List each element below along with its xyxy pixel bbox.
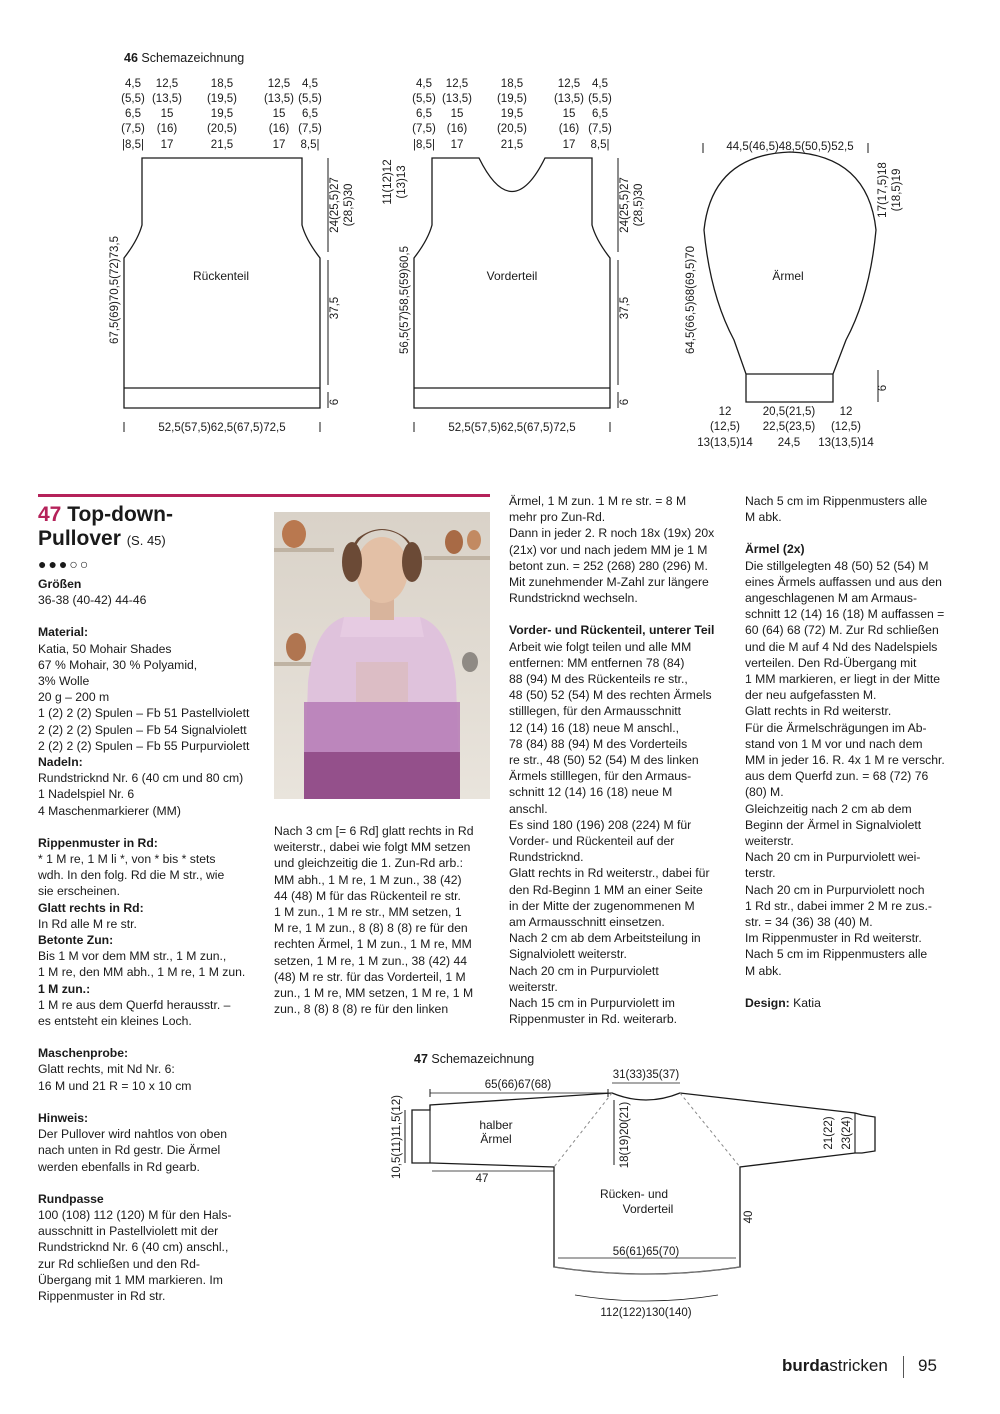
svg-text:19,5: 19,5 xyxy=(210,108,234,120)
svg-text:(13,5): (13,5) xyxy=(263,93,295,105)
stockinette-heading: Glatt rechts in Rd: xyxy=(38,900,144,915)
sleeve-heading: Ärmel (2x) xyxy=(745,542,805,557)
svg-text:17: 17 xyxy=(160,139,174,151)
svg-text:6,5: 6,5 xyxy=(302,108,318,120)
back-name: Rückenteil xyxy=(192,269,250,283)
svg-text:18,5: 18,5 xyxy=(500,78,524,90)
note-heading: Hinweis: xyxy=(38,1110,89,1125)
svg-text:4,5: 4,5 xyxy=(302,78,318,90)
svg-text:(13,5): (13,5) xyxy=(553,93,585,105)
svg-text:halber: halber xyxy=(479,1118,513,1132)
back-diagram xyxy=(109,78,355,434)
back-top-measures xyxy=(121,78,322,151)
gauge-heading: Maschenprobe: xyxy=(38,1046,129,1061)
svg-text:(18,5)19: (18,5)19 xyxy=(891,168,903,212)
svg-text:44,5(46,5)48,5(50,5)52,5: 44,5(46,5)48,5(50,5)52,5 xyxy=(726,141,854,153)
svg-text:40: 40 xyxy=(743,1210,755,1224)
svg-text:24(25,5)27: 24(25,5)27 xyxy=(619,177,631,233)
rib-text: * 1 M re, 1 M li *, von * bis * stets wdh. In den folg. Rd die M str., wie sie erscheinen. xyxy=(38,852,225,899)
material-text: Katia, 50 Mohair Shades 67 % Mohair, 30 % Polyamid, 3% Wolle 20 g – 200 m 1 (2) 2 (2) Spulen – Fb 51 Pastellviolett 2 (2) 2 (2) Spulen – Fb 54 Signalviolett 2 (2) 2 (2) Spulen – Fb 55 Purpurviolett xyxy=(38,641,250,753)
back-outline xyxy=(124,158,320,408)
sizes-text: 36-38 (40-42) 44-46 xyxy=(38,593,147,608)
svg-text:15: 15 xyxy=(562,108,576,120)
needles-text: Rundstricknd Nr. 6 (40 cm und 80 cm) 1 Nadelspiel Nr. 6 4 Maschenmarkierer (MM) xyxy=(38,771,244,818)
rib-heading: Rippenmuster in Rd: xyxy=(38,835,158,850)
svg-text:(7,5): (7,5) xyxy=(121,123,145,135)
svg-text:12,5: 12,5 xyxy=(267,78,291,90)
schema-47 xyxy=(360,1045,920,1330)
design-credit: Design: Katia xyxy=(745,995,821,1010)
svg-text:(7,5): (7,5) xyxy=(412,123,436,135)
svg-text:(7,5): (7,5) xyxy=(588,123,612,135)
increase-text: Bis 1 M vor dem MM str., 1 M zun., 1 M re, den MM abh., 1 M re, 1 M zun. xyxy=(38,949,246,980)
svg-text:(13,5): (13,5) xyxy=(151,93,183,105)
article-title xyxy=(38,503,173,553)
svg-text:65(66)67(68): 65(66)67(68) xyxy=(484,1079,552,1091)
svg-text:17(17,5)18: 17(17,5)18 xyxy=(877,162,889,218)
body-heading: Vorder- und Rückenteil, unterer Teil xyxy=(509,623,715,638)
svg-text:21,5: 21,5 xyxy=(210,139,234,151)
sleeve-name: Ärmel xyxy=(772,269,804,283)
front-outline xyxy=(414,158,610,408)
svg-text:(5,5): (5,5) xyxy=(412,93,436,105)
svg-text:4,5: 4,5 xyxy=(416,78,432,90)
difficulty-rating: ●●●○○ xyxy=(38,556,91,572)
svg-text:12: 12 xyxy=(839,406,853,418)
svg-text:56(61)65(70): 56(61)65(70) xyxy=(612,1246,680,1258)
sleeve-diagram xyxy=(685,141,903,449)
column-3 xyxy=(509,493,739,1028)
svg-text:31(33)35(37): 31(33)35(37) xyxy=(612,1069,680,1081)
svg-text:(12,5): (12,5) xyxy=(709,421,741,433)
svg-text:(28,5)30: (28,5)30 xyxy=(633,183,645,227)
svg-text:(28,5)30: (28,5)30 xyxy=(343,183,355,227)
schema-46-label: 46 Schemazeichnung xyxy=(124,51,245,65)
sizes-heading: Größen xyxy=(38,577,82,591)
svg-text:24(25,5)27: 24(25,5)27 xyxy=(329,177,341,233)
column-4 xyxy=(745,493,975,1011)
svg-text:(12,5): (12,5) xyxy=(830,421,862,433)
stockinette-text: In Rd alle M re str. xyxy=(38,916,137,931)
schema-47-label: 47 Schemazeichnung xyxy=(414,1052,535,1066)
svg-text:15: 15 xyxy=(272,108,286,120)
gauge-text: Glatt rechts, mit Nd Nr. 6: 16 M und 21 R = 10 x 10 cm xyxy=(38,1062,192,1093)
svg-text:22,5(23,5): 22,5(23,5) xyxy=(762,421,816,433)
svg-text:(5,5): (5,5) xyxy=(298,93,322,105)
svg-text:(13,5): (13,5) xyxy=(441,93,473,105)
svg-text:13(13,5)14: 13(13,5)14 xyxy=(697,437,753,449)
svg-text:17: 17 xyxy=(272,139,286,151)
svg-text:15: 15 xyxy=(160,108,174,120)
front-diagram xyxy=(382,78,645,434)
footer-divider xyxy=(903,1356,904,1378)
svg-text:4,5: 4,5 xyxy=(592,78,608,90)
svg-text:11(12)12: 11(12)12 xyxy=(382,159,394,205)
title-rule xyxy=(38,494,490,497)
svg-text:18(19)20(21): 18(19)20(21) xyxy=(619,1101,631,1169)
svg-text:12: 12 xyxy=(718,406,732,418)
svg-text:21(22): 21(22) xyxy=(823,1116,835,1150)
svg-text:6,5: 6,5 xyxy=(592,108,608,120)
yoke-text: 100 (108) 112 (120) M für den Hals- ausschnitt in Pastellviolett mit der Rundstricknd Nr. 6 (40 cm) anschl., zur Rd schließen und den Rd- Übergang mit 1 MM markieren. Im Rippenmuster in Rd str. xyxy=(38,1207,232,1303)
yoke-heading: Rundpasse xyxy=(38,1191,104,1206)
material-heading: Material: xyxy=(38,625,89,640)
svg-text:Rücken- und: Rücken- und xyxy=(599,1187,669,1201)
back-width: 52,5(57,5)62,5(67,5)72,5 xyxy=(158,422,286,434)
col3-intro-text: Ärmel, 1 M zun. 1 M re str. = 8 M mehr pro Zun-Rd. Dann in jeder 2. R noch 18x (19x) 20x (21x) vor und nach jedem MM je 1 M betont zun. = 252 (268) 280 (296) M. Mit zunehmender M-Zahl zur längere Rundstricknd wechseln. xyxy=(509,494,715,606)
svg-text:24,5: 24,5 xyxy=(777,437,801,449)
svg-text:Ärmel: Ärmel xyxy=(480,1132,512,1146)
svg-text:(16): (16) xyxy=(156,123,178,135)
svg-text:13(13,5)14: 13(13,5)14 xyxy=(818,437,874,449)
m1-text: 1 M re aus dem Querfd herausstr. – es entsteht ein kleines Loch. xyxy=(38,997,231,1029)
title-line-2: Pullover xyxy=(38,527,121,550)
svg-text:56,5(57)58,5(59)60,5: 56,5(57)58,5(59)60,5 xyxy=(399,245,411,355)
page-number: 95 xyxy=(918,1356,937,1375)
m1-heading: 1 M zun.: xyxy=(38,981,91,996)
column-2 xyxy=(274,823,492,1017)
svg-text:37,5: 37,5 xyxy=(619,296,631,320)
model-photo xyxy=(274,512,490,799)
title-line-1: Top-down- xyxy=(67,503,173,526)
col4-intro-text: Nach 5 cm im Rippenmusters alle M abk. xyxy=(745,494,928,525)
svg-text:(16): (16) xyxy=(268,123,290,135)
svg-text:6: 6 xyxy=(877,384,889,392)
svg-text:6,5: 6,5 xyxy=(125,108,141,120)
svg-text:6,5: 6,5 xyxy=(416,108,432,120)
svg-text:(5,5): (5,5) xyxy=(121,93,145,105)
increase-heading: Betonte Zun: xyxy=(38,933,114,948)
needles-heading: Nadeln: xyxy=(38,755,83,770)
svg-text:(7,5): (7,5) xyxy=(298,123,322,135)
note-text: Der Pullover wird nahtlos von oben nach unten in Rd gestr. Die Ärmel werden ebenfalls in Rd gearb. xyxy=(38,1127,228,1174)
svg-text:6: 6 xyxy=(619,398,631,406)
page-ref: (S. 45) xyxy=(126,533,166,548)
svg-text:52,5(57,5)62,5(67,5)72,5: 52,5(57,5)62,5(67,5)72,5 xyxy=(448,422,576,434)
svg-text:8,5|: 8,5| xyxy=(300,139,320,151)
body-text: Arbeit wie folgt teilen und alle MM entfernen: MM entfernen 78 (84) 88 (94) M des Rückenteils re str., 48 (50) 52 (54) M des rechten Ärmels stilllegen, für den Armausschnitt 12 (14) 16 (18) neue M anschl., 78 (84) 88 (94) M des Vorderteils re str., 48 (50) 52 (54) M des linken Ärmels stilllegen, für den Armaus- schnitt 12 (14) 16 (18) neue M anschl. Es sind 180 (196) 208 (224) M für Vorder- und Rückenteil auf der Rundstricknd. Glatt rechts in Rd weiterstr., dabei für den Rd-Beginn 1 MM an einer Seite in der Mitte der zugenommenen M am Armausschnitt einsetzen. Nach 2 cm ab dem Arbeitsteilung in Signalviolett weiterstr. Nach 20 cm in Purpurviolett weiterstr. Nach 15 cm in Purpurviolett im Rippenmuster in Rd. weiterarb. xyxy=(509,639,712,1027)
schema-46 xyxy=(0,40,1000,460)
svg-text:18,5: 18,5 xyxy=(210,78,234,90)
svg-text:17: 17 xyxy=(562,139,576,151)
svg-text:6: 6 xyxy=(329,398,341,406)
svg-text:(20,5): (20,5) xyxy=(206,123,238,135)
svg-text:10,5(11)11,5(12): 10,5(11)11,5(12) xyxy=(391,1095,403,1179)
svg-text:Vorderteil: Vorderteil xyxy=(622,1202,674,1216)
front-top-measures xyxy=(412,78,612,151)
svg-text:17: 17 xyxy=(450,139,464,151)
svg-text:4,5: 4,5 xyxy=(125,78,141,90)
svg-text:12,5: 12,5 xyxy=(557,78,581,90)
svg-text:21,5: 21,5 xyxy=(500,139,524,151)
brand-logo: burdastricken xyxy=(782,1356,888,1375)
svg-text:(13)13: (13)13 xyxy=(396,165,408,199)
svg-text:(20,5): (20,5) xyxy=(496,123,528,135)
front-name: Vorderteil xyxy=(486,269,538,283)
article-number: 47 xyxy=(38,503,62,526)
svg-text:(19,5): (19,5) xyxy=(206,93,238,105)
svg-text:47: 47 xyxy=(475,1173,489,1185)
sleeve-text: Die stillgelegten 48 (50) 52 (54) M eines Ärmels auffassen und aus den angeschlagenen M am Armaus- schnitt 12 (14) 16 (18) M auffassen = 60 (64) 68 (72) M. Zur Rd schließen und die M auf 4 Nd des Nadelspiels verteilen. Den Rd-Übergang mit 1 MM markieren, er liegt in der Mitte der neu aufgefassten M. Glatt rechts in Rd weiterstr. Für die Ärmelschrägungen im Ab- stand von 1 M vor und nach dem MM in jeder 16. R. 4x 1 M re verschr. aus dem Querfd zun. = 68 (72) 76 (80) M. Gleichzeitig nach 2 cm ab dem Beginn der Ärmel in Signalviolett weiterstr. Nach 20 cm in Purpurviolett wei- terstr. Nach 20 cm in Purpurviolett noch 1 Rd str., dabei immer 2 M re zus.- str. = 34 (36) 38 (40) M. Im Rippenmuster in Rd weiterstr. Nach 5 cm im Rippenmusters alle M abk. xyxy=(745,558,945,978)
svg-text:(16): (16) xyxy=(558,123,580,135)
svg-text:12,5: 12,5 xyxy=(155,78,179,90)
svg-text:15: 15 xyxy=(450,108,464,120)
svg-text:(19,5): (19,5) xyxy=(496,93,528,105)
svg-text:37,5: 37,5 xyxy=(329,296,341,320)
svg-text:64,5(66,5)68(69,5)70: 64,5(66,5)68(69,5)70 xyxy=(685,245,697,355)
svg-text:20,5(21,5): 20,5(21,5) xyxy=(762,406,816,418)
svg-text:112(122)130(140): 112(122)130(140) xyxy=(600,1307,692,1319)
svg-text:23(24): 23(24) xyxy=(841,1116,853,1150)
svg-text:12,5: 12,5 xyxy=(445,78,469,90)
svg-text:(5,5): (5,5) xyxy=(588,93,612,105)
col2-text: Nach 3 cm [= 6 Rd] glatt rechts in Rd weiterstr., dabei wie folgt MM setzen und gleichzeitig die 1. Zun-Rd arb.: MM abh., 1 M re, 1 M zun., 38 (42) 44 (48) M für das Rückenteil re str. 1 M zun., 1 M re str., MM setzen, 1 M re, 1 M zun., 8 (8) 8 (8) re für den rechten Ärmel, 1 M zun., 1 M re, MM setzen, 1 M re, 1 M zun., 38 (42) 44 (48) M re str. für das Vorderteil, 1 M zun., 1 M re, MM setzen, 1 M re, 1 M zun., 8 (8) 8 (8) re für den linken xyxy=(274,824,474,1017)
svg-text:|8,5|: |8,5| xyxy=(122,139,144,151)
svg-text:19,5: 19,5 xyxy=(500,108,524,120)
column-1 xyxy=(38,576,270,1304)
svg-text:(16): (16) xyxy=(446,123,468,135)
svg-text:|8,5|: |8,5| xyxy=(413,139,435,151)
svg-text:8,5|: 8,5| xyxy=(590,139,610,151)
back-left-height: 67,5(69)70,5(72)73,5 xyxy=(109,235,121,345)
